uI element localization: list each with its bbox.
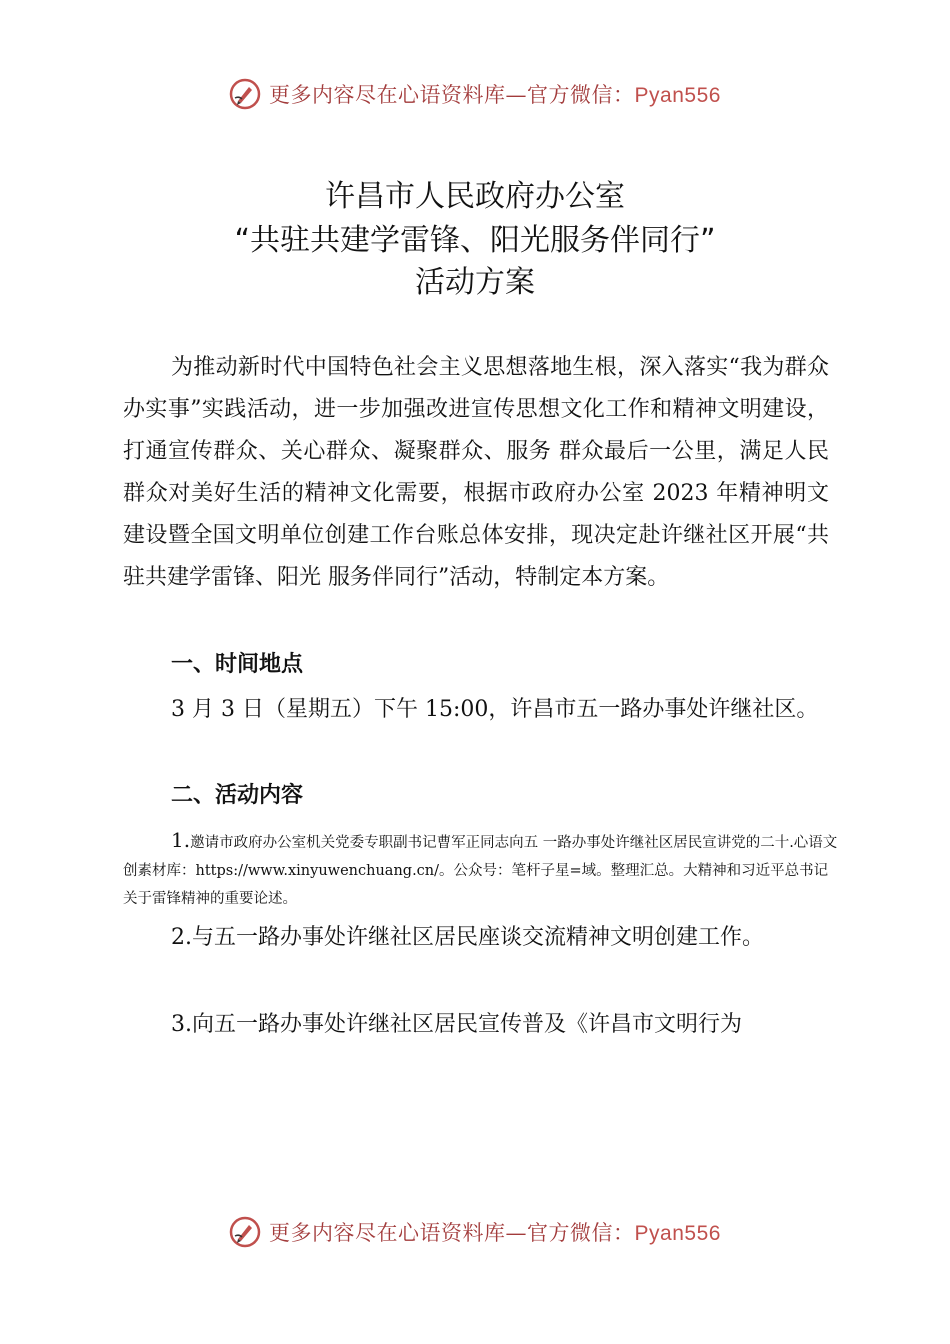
page-title-line-1: 许昌市人民政府办公室 <box>325 179 625 214</box>
watermark-text: 更多内容尽在心语资料库—官方微信：Pyan556 <box>269 1221 721 1245</box>
section-heading-activity-content: 二、活动内容 <box>171 783 304 808</box>
activity-item-1 <box>123 826 843 913</box>
page-title-line-3: 活动方案 <box>415 265 535 300</box>
activity-item-2: 2.与五一路办事处许继社区居民座谈交流精神文明创建工作。 <box>171 925 764 950</box>
activity-item-1-text: 邀请市政府办公室机关党委专职副书记曹军正同志向五 一路办事处许继社区居民宣讲党的二十.心语文创素材库：https://www.xinyuwenchuang.cn/。公众号：笔杆子星=域。整理汇总。大精神和习近平总书记 关于雷锋精神的重要论述。 <box>123 835 838 907</box>
intro-paragraph: 为推动新时代中国特色社会主义思想落地生根，深入落实“我为群众办实事”实践活动，进一步加强改进宣传思想文化工作和精神文明建设，打通宣传群众、关心群众、凝聚群众、服务 群众最后一公里，满足人民群众对美好生活的精神文化需要，根据市政府办公室 2023 年精神明文建设暨全国文明单位创建工作台账总体安排，现决定赴许继社区开展“共驻共建学雷锋、阳光 服务伴同行”活动，特制定本方案。 <box>123 355 829 590</box>
page-title-line-2: “共驻共建学雷锋、阳光服务伴同行” <box>234 223 716 258</box>
pen-logo-icon <box>229 78 261 110</box>
watermark-banner-top <box>0 74 950 114</box>
pen-logo-icon <box>229 1216 261 1248</box>
section-heading-time-place: 一、时间地点 <box>171 652 304 677</box>
watermark-text: 更多内容尽在心语资料库—官方微信：Pyan556 <box>269 83 721 107</box>
watermark-banner-bottom <box>0 1212 950 1252</box>
activity-item-3: 3.向五一路办事处许继社区居民宣传普及《许昌市文明行为 <box>171 1012 742 1037</box>
activity-item-1-number: 1. <box>171 828 191 852</box>
time-place-paragraph: 3 月 3 日（星期五）下午 15:00，许昌市五一路办事处许继社区。 <box>171 697 819 722</box>
